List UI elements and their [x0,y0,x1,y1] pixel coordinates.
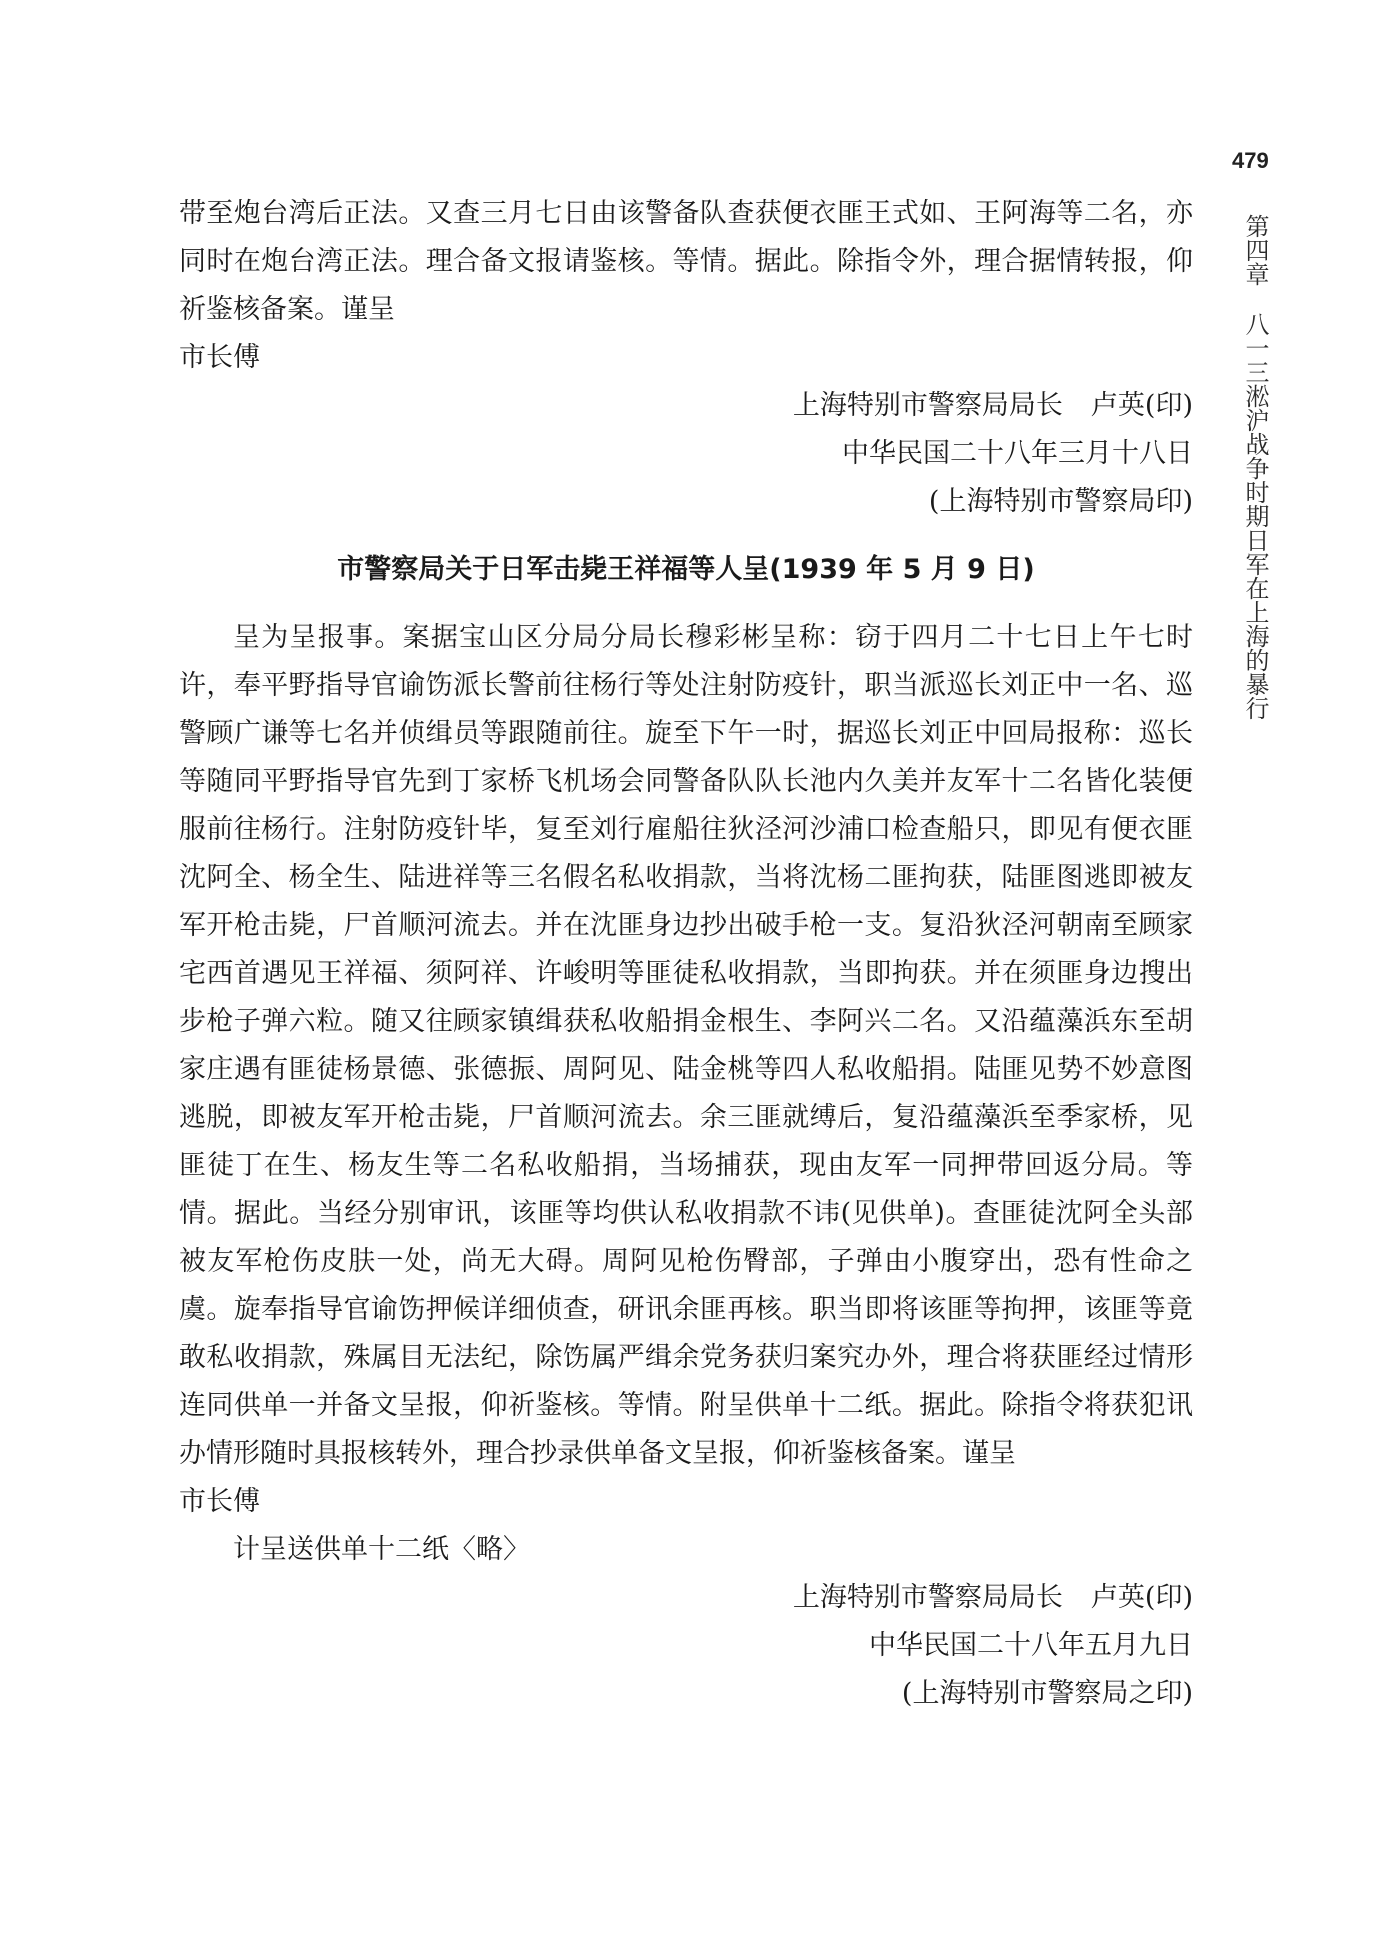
chapter-label: 第四章 [1241,214,1269,286]
doc2-date: 中华民国二十八年五月九日 [869,1630,1193,1661]
doc2-signer-title: 上海特别市警察局局长 [792,1582,1063,1613]
doc1-date: 中华民国二十八年三月十八日 [842,438,1193,469]
page-number: 479 [1232,148,1269,173]
doc2-signer-name: 卢英(印) [1090,1582,1193,1613]
doc1-seal: (上海特别市警察局印) [928,486,1193,517]
doc1-paragraph: 带至炮台湾后正法。又查三月七日由该警备队查获便衣匪王式如、王阿海等二名，亦同时在炮台湾正法。理合备文报请鉴核。等情。据此。除指令外，理合据情转报，仰祈鉴核备案。谨呈 [179,198,1193,325]
doc2-addressee: 市长傅 [179,1486,260,1517]
running-header [1239,214,1269,720]
doc1-signature-line [179,382,1193,430]
doc1-signer-title: 上海特别市警察局局长 [792,390,1063,421]
doc2-seal: (上海特别市警察局之印) [901,1678,1193,1709]
page-body [179,190,1193,1718]
doc2-enclosure: 计呈送供单十二纸〈略〉 [233,1534,530,1565]
doc2-signature-line [179,1574,1193,1622]
doc1-signer-name: 卢英(印) [1090,390,1193,421]
doc2-paragraph: 呈为呈报事。案据宝山区分局分局长穆彩彬呈称：窃于四月二十七日上午七时许，奉平野指导官谕饬派长警前往杨行等处注射防疫针，职当派巡长刘正中一名、巡警顾广谦等七名并侦缉员等跟随前往。旋至下午一时，据巡长刘正中回局报称：巡长等随同平野指导官先到丁家桥飞机场会同警备队队长池内久美并友军十二名皆化装便服前往杨行。注射防疫针毕，复至刘行雇船往狄泾河沙浦口检查船只，即见有便衣匪沈阿全、杨全生、陆进祥等三名假名私收捐款，当将沈杨二匪拘获，陆匪图逃即被友军开枪击毙，尸首顺河流去。并在沈匪身边抄出破手枪一支。复沿狄泾河朝南至顾家宅西首遇见王祥福、须阿祥、许峻明等匪徒私收捐款，当即拘获。并在须匪身边搜出步枪子弹六粒。随又往顾家镇缉获私收船捐金根生、李阿兴二名。又沿蕴藻浜东至胡家庄遇有匪徒杨景德、张德振、周阿见、陆金桃等四人私收船捐。陆匪见势不妙意图逃脱，即被友军开枪击毙，尸首顺河流去。余三匪就缚后，复沿蕴藻浜至季家桥，见匪徒丁在生、杨友生等二名私收船捐，当场捕获，现由友军一同押带回返分局。等情。据此。当经分别审讯，该匪等均供认私收捐款不讳(见供单)。查匪徒沈阿全头部被友军枪伤皮肤一处，尚无大碍。周阿见枪伤臀部，子弹由小腹穿出，恐有性命之虞。旋奉指导官谕饬押候详细侦查，研讯余匪再核。职当即将该匪等拘押，该匪等竟敢私收捐款，殊属目无法纪，除饬属严缉余党务获归案究办外，理合将获匪经过情形连同供单一并备文呈报，仰祈鉴核。等情。附呈供单十二纸。据此。除指令将获犯讯办情形随时具报核转外，理合抄录供单备文呈报，仰祈鉴核备案。谨呈 [179,622,1193,1469]
doc2-title: 市警察局关于日军击毙王祥福等人呈(1939 年 5 月 9 日) [337,554,1035,585]
chapter-title: 八一三淞沪战争时期日军在上海的暴行 [1241,312,1269,720]
doc1-addressee: 市长傅 [179,342,260,373]
